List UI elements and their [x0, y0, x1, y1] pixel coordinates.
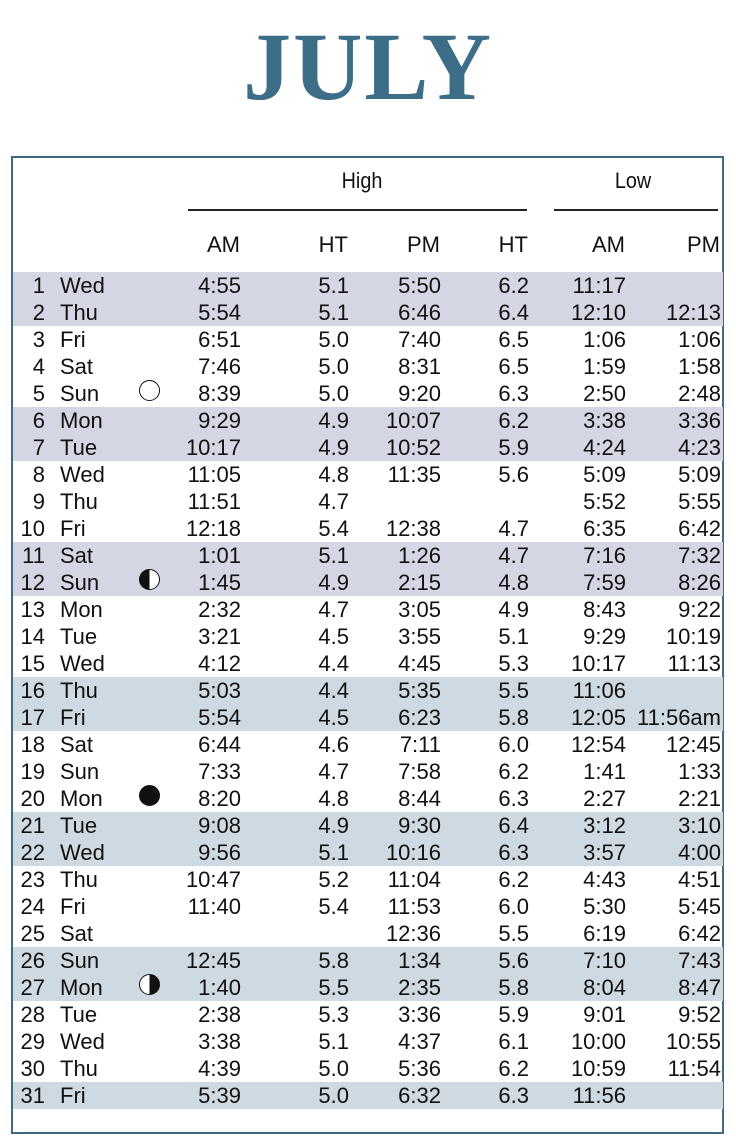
high-am-height: 4.7	[318, 597, 349, 622]
high-am-height: 4.9	[318, 408, 349, 433]
low-pm-time: 10:55	[665, 1029, 721, 1054]
day-number: 21	[20, 813, 45, 838]
table-row	[13, 515, 723, 542]
day-number: 3	[32, 327, 45, 352]
day-of-week: Tue	[60, 435, 98, 460]
high-am-height: 5.0	[318, 327, 349, 352]
high-pm-height: 5.8	[498, 975, 529, 1000]
day-of-week: Tue	[60, 813, 98, 838]
high-am-height: 4.4	[318, 651, 349, 676]
low-am-time: 12:05	[570, 705, 626, 730]
table-row	[13, 947, 723, 974]
high-am-time: 7:33	[198, 759, 241, 784]
table-row	[13, 866, 723, 893]
high-am-height: 4.7	[318, 489, 349, 514]
high-am-time: 5:03	[198, 678, 241, 703]
low-am-time: 7:16	[583, 543, 626, 568]
low-am-time: 8:43	[583, 597, 626, 622]
day-number: 19	[20, 759, 45, 784]
high-pm-time: 3:55	[398, 624, 441, 649]
high-pm-time: 4:45	[398, 651, 441, 676]
low-pm-time: 9:22	[678, 597, 721, 622]
day-of-week: Mon	[60, 597, 103, 622]
high-am-height: 5.1	[318, 300, 349, 325]
high-pm-height: 5.9	[498, 435, 529, 460]
low-am-time: 2:50	[583, 381, 626, 406]
table-row	[13, 731, 723, 758]
high-am-time: 11:05	[187, 462, 241, 487]
high-pm-height: 4.9	[498, 597, 529, 622]
day-number: 14	[20, 624, 45, 649]
high-am-height: 4.7	[318, 759, 349, 784]
day-number: 27	[20, 975, 45, 1000]
high-pm-height: 6.4	[498, 300, 529, 325]
day-number: 4	[32, 354, 45, 379]
high-pm-height: 5.8	[498, 705, 529, 730]
high-pm-height: 6.5	[498, 327, 529, 352]
day-number: 29	[20, 1029, 45, 1054]
low-pm-time: 1:33	[678, 759, 721, 784]
day-of-week: Mon	[60, 786, 103, 811]
day-number: 16	[20, 678, 45, 703]
table-row	[13, 1001, 723, 1028]
high-am-height: 4.9	[318, 813, 349, 838]
high-am-height: 4.6	[318, 732, 349, 757]
day-number: 5	[32, 381, 45, 406]
day-number: 8	[32, 462, 45, 487]
low-am-time: 5:09	[583, 462, 626, 487]
high-pm-time: 7:40	[398, 327, 441, 352]
low-pm-time: 7:32	[678, 543, 721, 568]
low-pm-time: 2:48	[678, 381, 721, 406]
low-pm-time: 5:45	[678, 894, 721, 919]
high-am-time: 10:17	[185, 435, 241, 460]
high-pm-height: 6.0	[498, 894, 529, 919]
high-am-height: 5.1	[318, 840, 349, 865]
low-am-time: 8:04	[583, 975, 626, 1000]
high-pm-time: 11:53	[387, 894, 441, 919]
low-pm-time: 12:13	[665, 300, 721, 325]
table-row	[13, 1028, 723, 1055]
day-of-week: Fri	[60, 516, 86, 541]
low-am-time: 12:54	[570, 732, 626, 757]
tide-rows	[13, 272, 723, 1109]
column-header-high-ht: HT	[318, 232, 348, 257]
high-pm-height: 6.3	[498, 1083, 529, 1108]
high-am-time: 9:29	[198, 408, 241, 433]
high-pm-time: 4:37	[398, 1029, 441, 1054]
high-am-time: 4:12	[198, 651, 241, 676]
day-number: 24	[20, 894, 45, 919]
high-am-time: 10:47	[185, 867, 241, 892]
high-am-height: 4.8	[318, 786, 349, 811]
high-pm-height: 6.5	[498, 354, 529, 379]
high-pm-time: 7:11	[399, 732, 441, 757]
page-title: JULY	[243, 13, 493, 120]
high-pm-height: 6.0	[498, 732, 529, 757]
low-am-time: 11:06	[572, 678, 626, 703]
high-am-time: 5:54	[198, 705, 241, 730]
high-am-time: 1:01	[198, 543, 241, 568]
table-row	[13, 272, 723, 299]
high-pm-height: 6.2	[498, 273, 529, 298]
low-pm-time: 11:54	[667, 1056, 721, 1081]
low-group-heading: Low	[614, 168, 652, 193]
day-of-week: Sat	[60, 543, 94, 568]
column-header-low-am: AM	[592, 232, 625, 257]
high-pm-time: 5:36	[398, 1056, 441, 1081]
column-header-high-ht2: HT	[498, 232, 528, 257]
high-am-time: 5:39	[198, 1083, 241, 1108]
high-am-time: 1:40	[198, 975, 241, 1000]
high-pm-time: 11:35	[387, 462, 441, 487]
high-am-height: 5.0	[318, 1056, 349, 1081]
low-am-time: 12:10	[570, 300, 626, 325]
high-am-height: 4.9	[318, 435, 349, 460]
low-am-time: 10:59	[570, 1056, 626, 1081]
high-am-height: 5.3	[318, 1002, 349, 1027]
day-number: 12	[20, 570, 45, 595]
day-number: 1	[32, 273, 45, 298]
high-pm-height: 5.9	[498, 1002, 529, 1027]
high-am-time: 2:38	[198, 1002, 241, 1027]
high-pm-height: 6.3	[498, 381, 529, 406]
day-number: 17	[20, 705, 45, 730]
day-number: 10	[20, 516, 45, 541]
high-pm-time: 10:16	[385, 840, 441, 865]
high-am-time: 11:40	[187, 894, 241, 919]
high-pm-height: 6.2	[498, 759, 529, 784]
day-number: 2	[32, 300, 45, 325]
day-number: 9	[32, 489, 45, 514]
low-am-time: 2:27	[583, 786, 626, 811]
day-of-week: Thu	[60, 1056, 98, 1081]
day-number: 20	[20, 786, 45, 811]
low-am-time: 9:01	[583, 1002, 626, 1027]
low-pm-time: 8:47	[678, 975, 721, 1000]
low-pm-time: 3:36	[678, 408, 721, 433]
low-pm-time: 8:26	[678, 570, 721, 595]
high-am-height: 5.1	[318, 273, 349, 298]
day-of-week: Fri	[60, 1083, 86, 1108]
table-row	[13, 623, 723, 650]
low-pm-time: 11:56am	[637, 705, 721, 730]
day-of-week: Thu	[60, 867, 98, 892]
high-pm-height: 6.2	[498, 867, 529, 892]
high-pm-time: 12:38	[385, 516, 441, 541]
high-pm-time: 9:20	[398, 381, 441, 406]
table-row	[13, 650, 723, 677]
high-am-time: 12:18	[185, 516, 241, 541]
day-number: 23	[20, 867, 45, 892]
low-am-time: 5:52	[583, 489, 626, 514]
table-row	[13, 839, 723, 866]
high-am-time: 4:39	[198, 1056, 241, 1081]
high-am-height: 5.1	[318, 1029, 349, 1054]
day-number: 31	[20, 1083, 45, 1108]
high-am-time: 12:45	[185, 948, 241, 973]
low-pm-time: 10:19	[665, 624, 721, 649]
low-am-time: 10:17	[570, 651, 626, 676]
high-pm-time: 3:05	[398, 597, 441, 622]
high-pm-time: 6:32	[398, 1083, 441, 1108]
high-am-height: 4.5	[318, 624, 349, 649]
full-moon-icon	[139, 380, 160, 401]
low-am-time: 6:19	[583, 921, 626, 946]
low-group-rule	[554, 209, 718, 211]
day-of-week: Wed	[60, 1029, 105, 1054]
low-am-time: 11:56	[572, 1083, 626, 1108]
low-am-time: 6:35	[583, 516, 626, 541]
table-row	[13, 353, 723, 380]
day-number: 30	[20, 1056, 45, 1081]
high-pm-time: 11:04	[387, 867, 441, 892]
day-of-week: Sat	[60, 354, 94, 379]
table-row	[13, 1082, 723, 1109]
low-am-time: 3:38	[583, 408, 626, 433]
high-pm-height: 6.3	[498, 840, 529, 865]
day-number: 6	[32, 408, 45, 433]
high-pm-height: 6.2	[498, 408, 529, 433]
table-row	[13, 596, 723, 623]
high-pm-time: 2:15	[398, 570, 441, 595]
day-number: 11	[22, 543, 45, 568]
day-number: 18	[20, 732, 45, 757]
high-am-height: 5.2	[318, 867, 349, 892]
table-row	[13, 461, 723, 488]
high-am-time: 1:45	[198, 570, 241, 595]
low-am-time: 3:12	[583, 813, 626, 838]
low-am-time: 3:57	[583, 840, 626, 865]
high-pm-height: 5.6	[498, 462, 529, 487]
high-pm-time: 1:34	[398, 948, 441, 973]
low-pm-time: 6:42	[678, 516, 721, 541]
low-pm-time: 5:55	[678, 489, 721, 514]
table-row	[13, 326, 723, 353]
high-pm-time: 1:26	[398, 543, 441, 568]
low-pm-time: 4:00	[678, 840, 721, 865]
high-pm-time: 10:07	[385, 408, 441, 433]
table-row	[13, 920, 723, 947]
low-pm-time: 1:58	[678, 354, 721, 379]
high-pm-time: 12:36	[385, 921, 441, 946]
high-am-height: 5.0	[318, 1083, 349, 1108]
high-pm-height: 5.5	[498, 678, 529, 703]
day-of-week: Thu	[60, 489, 98, 514]
day-number: 7	[32, 435, 45, 460]
low-am-time: 1:41	[583, 759, 626, 784]
day-of-week: Fri	[60, 705, 86, 730]
table-row	[13, 758, 723, 785]
table-row	[13, 407, 723, 434]
high-pm-time: 2:35	[398, 975, 441, 1000]
high-pm-height: 4.7	[498, 516, 529, 541]
high-am-height: 5.8	[318, 948, 349, 973]
low-am-time: 4:43	[583, 867, 626, 892]
table-row	[13, 542, 723, 569]
day-of-week: Thu	[60, 678, 98, 703]
high-am-time: 6:51	[198, 327, 241, 352]
high-group-heading: High	[341, 168, 383, 193]
high-pm-height: 6.1	[498, 1029, 529, 1054]
high-am-height: 5.5	[318, 975, 349, 1000]
high-pm-height: 5.5	[498, 921, 529, 946]
low-am-time: 5:30	[583, 894, 626, 919]
table-row	[13, 974, 723, 1001]
day-of-week: Wed	[60, 840, 105, 865]
high-pm-height: 6.3	[498, 786, 529, 811]
high-am-time: 5:54	[198, 300, 241, 325]
high-am-time: 8:20	[198, 786, 241, 811]
high-am-time: 2:32	[198, 597, 241, 622]
low-am-time: 7:59	[583, 570, 626, 595]
high-am-height: 5.0	[318, 381, 349, 406]
day-of-week: Sun	[60, 570, 100, 595]
high-am-time: 8:39	[198, 381, 241, 406]
high-pm-time: 6:46	[398, 300, 441, 325]
day-of-week: Sat	[60, 732, 94, 757]
column-header-high-am: AM	[207, 232, 240, 257]
high-am-height: 4.5	[318, 705, 349, 730]
table-row	[13, 488, 723, 515]
low-am-time: 4:24	[583, 435, 626, 460]
high-pm-height: 6.4	[498, 813, 529, 838]
high-pm-time: 10:52	[385, 435, 441, 460]
low-pm-time: 2:21	[678, 786, 721, 811]
high-am-height: 4.9	[318, 570, 349, 595]
column-header-high-pm: PM	[407, 232, 440, 257]
high-am-height: 5.4	[318, 516, 349, 541]
low-am-time: 7:10	[583, 948, 626, 973]
low-pm-time: 9:52	[678, 1002, 721, 1027]
high-group-rule	[188, 209, 527, 211]
low-am-time: 1:59	[583, 354, 626, 379]
day-of-week: Thu	[60, 300, 98, 325]
table-row	[13, 785, 723, 812]
low-pm-time: 7:43	[678, 948, 721, 973]
high-am-height: 5.0	[318, 354, 349, 379]
day-of-week: Sat	[60, 921, 94, 946]
low-am-time: 10:00	[570, 1029, 626, 1054]
day-number: 26	[20, 948, 45, 973]
table-row	[13, 569, 723, 596]
high-am-time: 4:55	[198, 273, 241, 298]
high-pm-time: 9:30	[398, 813, 441, 838]
day-number: 25	[20, 921, 45, 946]
low-am-time: 1:06	[583, 327, 626, 352]
day-of-week: Fri	[60, 327, 86, 352]
table-row	[13, 812, 723, 839]
high-pm-height: 5.3	[498, 651, 529, 676]
day-of-week: Tue	[60, 1002, 98, 1027]
high-pm-time: 3:36	[398, 1002, 441, 1027]
table-row	[13, 704, 723, 731]
high-pm-height: 4.8	[498, 570, 529, 595]
high-am-time: 3:38	[198, 1029, 241, 1054]
day-number: 28	[20, 1002, 45, 1027]
low-pm-time: 5:09	[678, 462, 721, 487]
high-am-time: 6:44	[198, 732, 241, 757]
day-number: 22	[20, 840, 45, 865]
low-pm-time: 3:10	[678, 813, 721, 838]
table-row	[13, 380, 723, 407]
day-of-week: Wed	[60, 651, 105, 676]
day-number: 13	[20, 597, 45, 622]
high-am-time: 3:21	[198, 624, 241, 649]
high-pm-height: 6.2	[498, 1056, 529, 1081]
new-moon-icon	[139, 785, 160, 806]
day-of-week: Fri	[60, 894, 86, 919]
low-pm-time: 11:13	[667, 651, 721, 676]
low-am-time: 9:29	[583, 624, 626, 649]
high-pm-time: 8:31	[398, 354, 441, 379]
high-pm-time: 5:35	[398, 678, 441, 703]
high-am-time: 11:51	[187, 489, 241, 514]
day-of-week: Mon	[60, 975, 103, 1000]
low-pm-time: 1:06	[678, 327, 721, 352]
day-of-week: Sun	[60, 948, 100, 973]
low-pm-time: 4:51	[678, 867, 721, 892]
last-quarter-moon-icon	[139, 569, 160, 590]
table-row	[13, 893, 723, 920]
high-am-time: 9:56	[198, 840, 241, 865]
high-am-height: 5.1	[318, 543, 349, 568]
low-pm-time: 4:23	[678, 435, 721, 460]
high-pm-time: 6:23	[398, 705, 441, 730]
day-of-week: Sun	[60, 759, 100, 784]
day-of-week: Wed	[60, 462, 105, 487]
day-of-week: Wed	[60, 273, 105, 298]
high-pm-height: 5.6	[498, 948, 529, 973]
low-pm-time: 6:42	[678, 921, 721, 946]
high-am-height: 4.8	[318, 462, 349, 487]
high-am-time: 9:08	[198, 813, 241, 838]
high-pm-time: 7:58	[398, 759, 441, 784]
low-pm-time: 12:45	[665, 732, 721, 757]
day-of-week: Mon	[60, 408, 103, 433]
high-pm-height: 4.7	[498, 543, 529, 568]
high-pm-time: 8:44	[398, 786, 441, 811]
table-row	[13, 299, 723, 326]
day-number: 15	[20, 651, 45, 676]
table-row	[13, 434, 723, 461]
first-quarter-moon-icon	[139, 974, 160, 995]
high-am-time: 7:46	[198, 354, 241, 379]
column-header-low-pm: PM	[687, 232, 720, 257]
high-pm-time: 5:50	[398, 273, 441, 298]
day-of-week: Tue	[60, 624, 98, 649]
high-am-height: 5.4	[318, 894, 349, 919]
high-am-height: 4.4	[318, 678, 349, 703]
table-row	[13, 677, 723, 704]
low-am-time: 11:17	[572, 273, 626, 298]
high-pm-height: 5.1	[498, 624, 529, 649]
table-row	[13, 1055, 723, 1082]
day-of-week: Sun	[60, 381, 100, 406]
